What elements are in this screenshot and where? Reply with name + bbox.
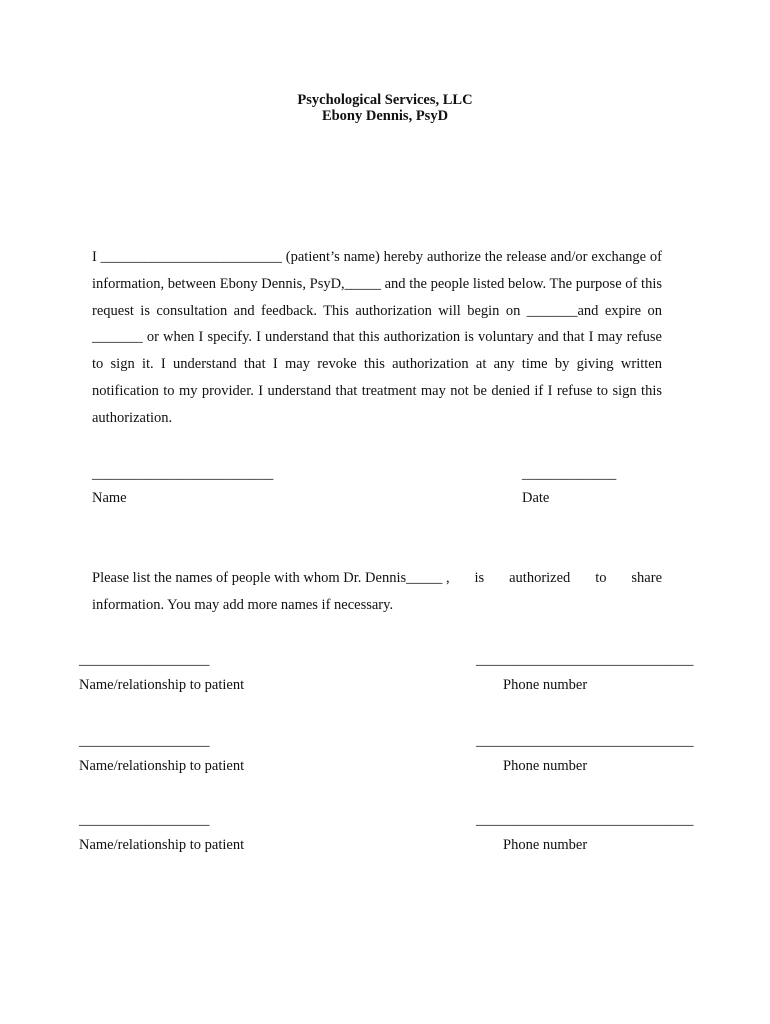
list-instruction-line2: information. You may add more names if necessary. (92, 596, 394, 613)
list-instruction-part1: Please list the names of people with whom Dr. Dennis_____ , (92, 570, 450, 586)
date-signature-line[interactable]: _____________ (522, 466, 617, 482)
contact-name-label: Name/relationship to patient (79, 758, 245, 774)
list-instruction-part4: to (595, 570, 607, 586)
contact-name-label: Name/relationship to patient (79, 837, 245, 853)
contact-phone-label: Phone number (503, 677, 588, 693)
document-header (0, 92, 770, 124)
name-label: Name (92, 490, 127, 506)
contact-name-label: Name/relationship to patient (79, 677, 245, 693)
list-instruction-paragraph (92, 565, 662, 619)
contact-phone-line[interactable]: ______________________________ (476, 733, 694, 749)
contact-phone-line[interactable]: ______________________________ (476, 652, 694, 668)
name-signature-line[interactable]: _________________________ (92, 466, 274, 482)
provider-name: Ebony Dennis, PsyD (321, 108, 449, 124)
list-instruction-part5: share (631, 570, 662, 586)
contact-name-line[interactable]: __________________ (79, 652, 210, 668)
list-instruction-part3: authorized (509, 570, 571, 586)
contact-phone-label: Phone number (503, 837, 588, 853)
contact-name-line[interactable]: __________________ (79, 812, 210, 828)
practice-name: Psychological Services, LLC (297, 92, 473, 108)
contact-phone-line[interactable]: ______________________________ (476, 812, 694, 828)
authorization-paragraph: I _________________________ (patient’s name) hereby authorize the release and/or exchange of information, between Ebony Dennis, PsyD,_____ and the people listed below. The purpose of this request is consultation and feedback. This authorization will begin on _______and expire on _______ or when I specify. I understand that this authorization is voluntary and that I may refuse to sign it. I understand that I may revoke this authorization at any time by giving written notification to my provider. I understand that treatment may not be denied if I refuse to sign this authorization. (92, 249, 662, 426)
list-instruction-part2: is (474, 570, 485, 586)
contact-phone-label: Phone number (503, 758, 588, 774)
list-instruction-line1 (92, 565, 662, 592)
contact-name-line[interactable]: __________________ (79, 733, 210, 749)
date-label: Date (522, 490, 550, 506)
